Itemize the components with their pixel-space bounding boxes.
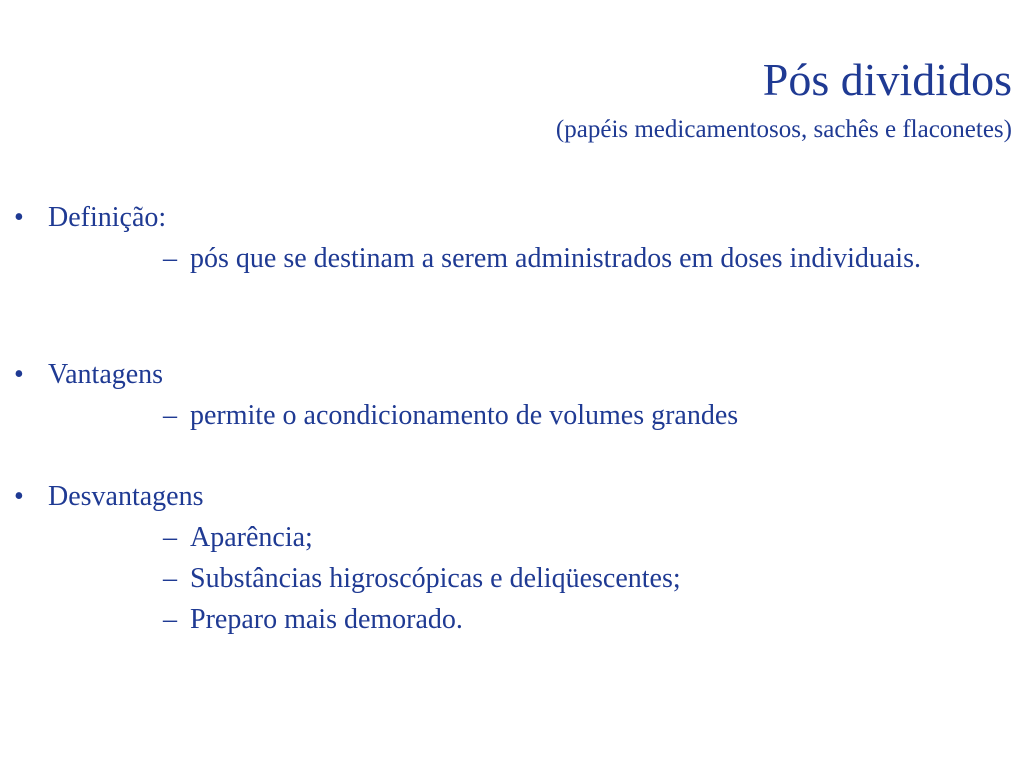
sub-item-vantagens <box>163 399 923 433</box>
slide-title: Pós divididos <box>762 54 1012 105</box>
dash-marker: – <box>163 604 177 635</box>
sub-item-text: pós que se destinam a serem administrados em doses individuais. <box>190 243 921 274</box>
bullet-marker: • <box>14 481 24 512</box>
bullet-heading: Vantagens <box>48 359 164 390</box>
bullet-definicao <box>14 200 166 236</box>
dash-marker: – <box>163 522 177 553</box>
bullet-marker: • <box>14 359 24 390</box>
sub-item-definicao <box>163 242 923 276</box>
slide-subtitle: (papéis medicamentosos, sachês e flaconetes) <box>555 116 1012 143</box>
sub-item-text: permite o acondicionamento de volumes grandes <box>190 400 739 431</box>
sub-item-higroscopicas <box>163 562 923 596</box>
sub-item-preparo <box>163 603 923 637</box>
dash-marker: – <box>163 400 177 431</box>
sub-item-text: Preparo mais demorado. <box>190 604 463 635</box>
dash-marker: – <box>163 243 177 274</box>
dash-marker: – <box>163 563 177 594</box>
sub-item-text: Aparência; <box>190 522 313 553</box>
sub-item-aparencia <box>163 521 923 555</box>
sub-item-text: Substâncias higroscópicas e deliqüescentes; <box>190 563 681 594</box>
bullet-marker: • <box>14 202 24 233</box>
bullet-vantagens <box>14 357 163 393</box>
bullet-heading: Definição: <box>48 202 167 233</box>
bullet-heading: Desvantagens <box>48 481 204 512</box>
bullet-desvantagens <box>14 479 204 515</box>
